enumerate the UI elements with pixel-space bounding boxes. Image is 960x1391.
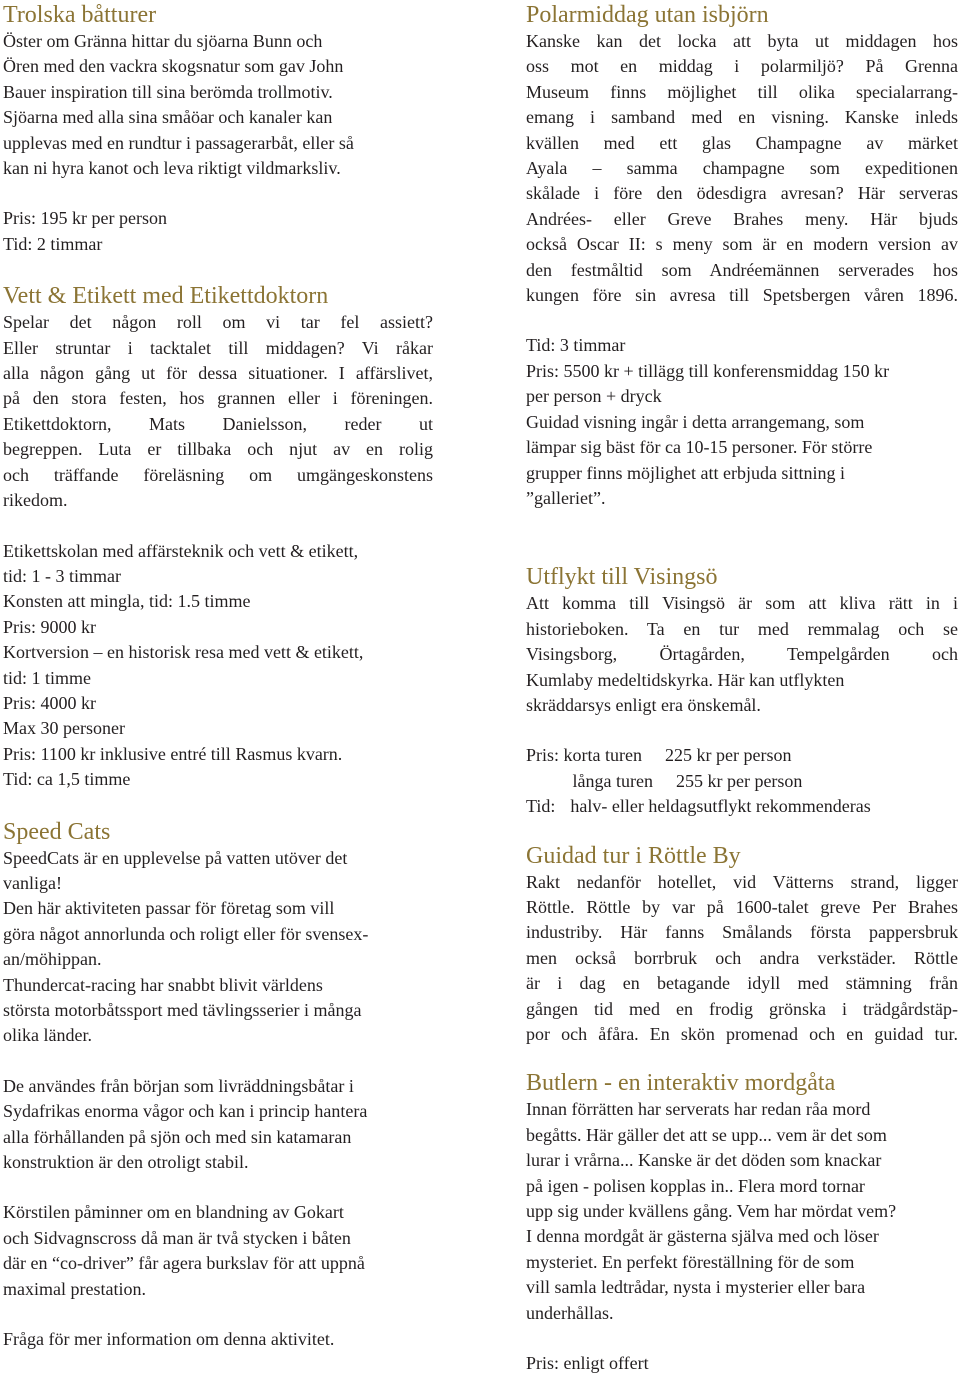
text-line: Ören med den vackra skogsnatur som gav John: [3, 56, 344, 77]
text-line: industriby. Här fanns Smålands första pappersbruk: [526, 922, 958, 943]
text-line: Kanske kan det locka att byta ut middagen hos: [526, 31, 958, 51]
heading-utflykt: Utflykt till Visingsö: [526, 564, 718, 591]
text-line: vill samla ledtrådar, nysta i mysterier eller bara: [526, 1277, 866, 1298]
text-line: men också borrbruk och andra verkstäder. Röttle: [526, 947, 958, 968]
text-line: por och åfåra. En skön promenad och en guidad tur.: [526, 1024, 958, 1044]
text-line: göra något annorlunda och roligt eller för svensex-: [3, 923, 369, 944]
text-line: Eller struntar i tacktalet till middagen? Vi råkar: [3, 337, 433, 358]
heading-butlern: Butlern - en interaktiv mordgåta: [526, 1070, 836, 1097]
text-line: I denna mordgåt är gästerna själva med och löser: [526, 1226, 879, 1247]
right-column: [526, 0, 958, 1376]
detail-line: Pris: 1100 kr inklusive entré till Rasmus kvarn.: [3, 743, 343, 764]
detail-line: Pris: 5500 kr + tillägg till konferensmiddag 150 kr: [526, 360, 890, 381]
text-line: gången tid med en frodig grönska i trädgårdstäp-: [526, 998, 958, 1019]
text-line: på den stora festen, hos grannen eller i föreningen.: [3, 388, 433, 409]
text-line: De användes från början som livräddningsbåtar i: [3, 1075, 354, 1096]
time-text: Tid: 2 timmar: [3, 233, 103, 254]
text-line: Etikettdoktorn, Mats Danielsson, reder ut: [3, 413, 433, 434]
text-line: mysteriet. En perfekt föreställning för de som: [526, 1251, 855, 1272]
text-line: där en “co-driver” får agera burkslav för att uppnå: [3, 1253, 365, 1274]
text-line: rikedom.: [3, 490, 68, 511]
detail-line: Kortversion – en historisk resa med vett & etikett,: [3, 642, 364, 663]
detail-line: Etikettskolan med affärsteknik och vett & etikett,: [3, 540, 359, 561]
detail-line: Guidad visning ingår i detta arrangemang, som: [526, 411, 865, 432]
long-tour-label: långa turen: [572, 770, 653, 791]
section-polarmiddag: [526, 1, 958, 511]
heading-speed-cats: Speed Cats: [3, 818, 111, 845]
text-line: historieboken. Ta en tur med remmalag och se: [526, 618, 958, 639]
price-row-short: [526, 743, 958, 768]
heading-trolska: Trolska båtturer: [3, 2, 157, 28]
left-column: [3, 0, 433, 1352]
text-line: Spelar det någon roll om vi tar fel assiett?: [3, 312, 433, 333]
text-line: an/möhippan.: [3, 949, 102, 970]
text-line: Kumlaby medeltidskyrka. Här kan utflykten: [526, 669, 845, 690]
text-line: SpeedCats är en upplevelse på vatten utöver det: [3, 847, 348, 868]
short-tour-label: korta turen: [563, 745, 642, 766]
text-line: kvällen med ett glas Champagne av märket: [526, 132, 958, 153]
text-line: Bauer inspiration till sina berömda trollmotiv.: [3, 81, 333, 102]
heading-polarmiddag: Polarmiddag utan isbjörn: [526, 2, 769, 28]
text-line: underhållas.: [526, 1302, 614, 1323]
price-text: Pris: enligt offert: [526, 1353, 649, 1374]
text-line: lurar i vrårna... Kanske är det döden som knackar: [526, 1150, 882, 1171]
text-line: skålade i före den ödesdigra avresan? Här serveras: [526, 183, 958, 204]
text-line: alla förhållanden på sjön och med sin katamaran: [3, 1126, 352, 1147]
text-line: och Sidvagnscross då man är två stycken i båten: [3, 1227, 351, 1248]
text-line: Att komma till Visingsö är som att kliva rätt in i: [526, 593, 958, 614]
section-speed-cats: [3, 818, 433, 1353]
text-line: upp sig under kvällens gång. Vem har mördat vem?: [526, 1201, 897, 1222]
text-line: den festmåltid som Andréemännen serverades hos: [526, 259, 958, 280]
detail-line: Pris: 4000 kr: [3, 692, 97, 713]
text-line: alla någon gång ut för dessa situationer. I affärslivet,: [3, 363, 433, 384]
text-line: Den här aktiviteten passar för företag som vill: [3, 898, 335, 919]
text-line: Ayala – samma champagne som expeditionen: [526, 158, 958, 179]
text-line: är i dag en betagande idyll med stämning från: [526, 973, 958, 994]
detail-line: Pris: 9000 kr: [3, 616, 97, 637]
text-line: Sydafrikas enorma vågor och kan i princip hantera: [3, 1101, 368, 1122]
text-line: vanliga!: [3, 872, 62, 893]
text-line: och träffande föreläsning om umgängeskonstens: [3, 464, 433, 485]
text-line: Rakt nedanför hotellet, vid Vätterns strand, ligger: [526, 871, 958, 892]
detail-line: Konsten att mingla, tid: 1.5 timme: [3, 591, 251, 612]
text-line: Andrées- eller Greve Brahes meny. Här bjuds: [526, 208, 958, 229]
text-line: kan ni hyra kanot och leva riktigt vildmarksliv.: [3, 158, 341, 179]
text-line: skräddarsys enligt era önskemål.: [526, 694, 761, 715]
section-butlern: [526, 1069, 958, 1376]
footer-text: Fråga för mer information om denna aktivitet.: [3, 1329, 335, 1350]
text-line: begåtts. Här gäller det att se upp... vem är det som: [526, 1124, 887, 1145]
price-row-long: [526, 769, 958, 794]
section-vett: [3, 282, 433, 792]
section-trolska: [3, 1, 433, 257]
detail-line: tid: 1 - 3 timmar: [3, 565, 121, 586]
long-tour-price: 255 kr per person: [675, 770, 803, 791]
text-line: konstruktion är den otroligt stabil.: [3, 1152, 249, 1173]
price-label: Pris:: [526, 745, 560, 766]
detail-line: tid: 1 timme: [3, 667, 91, 688]
text-line: Röttle. Röttle by var på 1600-talet greve Per Brahes: [526, 896, 958, 917]
section-rottle: [526, 842, 958, 1048]
text-line: också Oscar II: s meny som är en modern version av: [526, 234, 958, 255]
text-line: Körstilen påminner om en blandning av Gokart: [3, 1202, 344, 1223]
text-line: Öster om Gränna hittar du sjöarna Bunn och: [3, 31, 323, 51]
heading-rottle: Guidad tur i Röttle By: [526, 842, 741, 869]
text-line: upplevas med en rundtur i passagerarbåt, eller så: [3, 132, 354, 153]
text-line: Visingsborg, Örtagården, Tempelgården och: [526, 644, 958, 665]
time-row: [526, 794, 958, 819]
detail-line: ”galleriet”.: [526, 487, 606, 508]
short-tour-price: 225 kr per person: [664, 745, 792, 766]
text-line: på igen - polisen kopplas in.. Flera mord tornar: [526, 1175, 865, 1196]
price-text: Pris: 195 kr per person: [3, 208, 167, 229]
text-line: Innan förrätten har serverats har redan råa mord: [526, 1099, 871, 1120]
text-line: maximal prestation.: [3, 1278, 146, 1299]
detail-line: grupper finns möjlighet att erbjuda sittning i: [526, 462, 845, 483]
detail-line: per person + dryck: [526, 386, 662, 407]
heading-vett: Vett & Etikett med Etikettdoktorn: [3, 283, 329, 310]
text-line: emang i samband med en visning. Kanske inleds: [526, 107, 958, 128]
text-line: Museum finns möjlighet till olika specialarrang-: [526, 81, 958, 102]
section-utflykt: [526, 563, 958, 819]
text-line: kungen före sin avresa till Spetsbergen våren 1896.: [526, 285, 958, 306]
time-label: Tid:: [526, 796, 556, 817]
text-line: oss mot en middag i polarmiljö? På Grenna: [526, 56, 958, 77]
time-value: halv- eller heldagsutflykt rekommenderas: [570, 796, 871, 817]
text-line: begreppen. Luta er tillbaka och njut av en rolig: [3, 439, 433, 460]
text-line: olika länder.: [3, 1025, 92, 1046]
detail-line: Tid: 3 timmar: [526, 335, 626, 356]
detail-line: lämpar sig bäst för ca 10-15 personer. För större: [526, 437, 873, 458]
detail-line: Max 30 personer: [3, 718, 125, 739]
detail-line: Tid: ca 1,5 timme: [3, 769, 131, 790]
text-line: Sjöarna med alla sina småöar och kanaler kan: [3, 107, 333, 128]
text-line: största motorbåtssport med tävlingsserier i många: [3, 1000, 362, 1020]
text-line: Thundercat-racing har snabbt blivit världens: [3, 974, 323, 995]
